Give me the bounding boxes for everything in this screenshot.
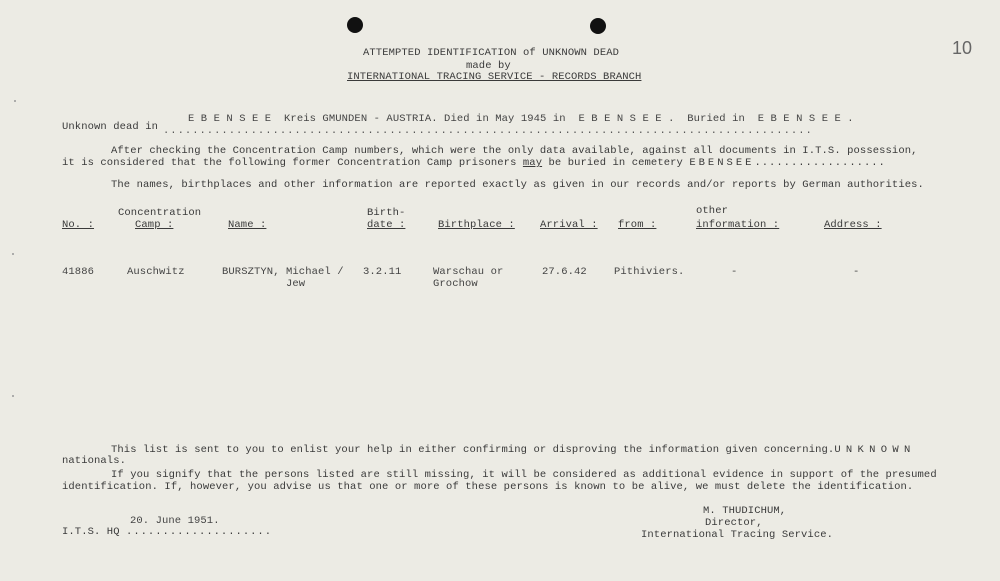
row-birthplace-line2: Grochow: [433, 278, 478, 290]
row-address: -: [853, 266, 860, 278]
header-arrival: Arrival :: [540, 219, 598, 231]
header-birth-top: Birth-: [367, 207, 406, 219]
punch-hole-left: [347, 17, 363, 33]
names-note: The names, birthplaces and other information are reported exactly as given in our records and/or reports by German authorities.: [111, 179, 924, 191]
row-no: 41886: [62, 266, 95, 278]
row-birthdate: 3.2.11: [363, 266, 402, 278]
row-name-line2: Jew: [286, 278, 306, 290]
row-name-line1: BURSZTYN, Michael /: [222, 266, 344, 278]
header-camp: Camp :: [135, 219, 174, 231]
hq-line: I.T.S. HQ ....................: [62, 526, 273, 538]
signatory-org: International Tracing Service.: [641, 529, 834, 541]
made-by-text: made by: [466, 60, 511, 72]
checking-line-2: it is considered that the following former Concentration Camp prisoners may be buried in cemetery EBENSEE..................: [62, 157, 886, 169]
signify-line-1: If you signify that the persons listed are still missing, it will be considered as additional evidence in support of the presumed: [111, 469, 937, 481]
document-date: 20. June 1951.: [130, 515, 220, 527]
unknown-dead-label: Unknown dead in: [62, 121, 159, 133]
punch-hole-right: [590, 18, 606, 34]
header-from: from :: [618, 219, 657, 231]
header-birthdate: date :: [367, 219, 406, 231]
page-number: 10: [952, 38, 973, 58]
row-other: -: [731, 266, 738, 278]
list-sent-line-2: nationals.: [62, 455, 127, 467]
signatory-title: Director,: [705, 517, 763, 529]
row-arrival: 27.6.42: [542, 266, 587, 278]
cemetery-name: EBENSEE: [689, 157, 755, 169]
signify-line-2: identification. If, however, you advise us that one or more of these persons is known to be alive, we must delete the identification.: [62, 481, 914, 493]
document-title: ATTEMPTED IDENTIFICATION of UNKNOWN DEAD: [363, 47, 620, 59]
header-name: Name :: [228, 219, 267, 231]
row-from: Pithiviers.: [614, 266, 685, 278]
header-other-top: other: [696, 205, 729, 217]
signatory-name: M. THUDICHUM,: [703, 505, 787, 517]
list-nationality: U N K N O W N: [834, 444, 910, 456]
checking-line-1: After checking the Concentration Camp numbers, which were the only data available, against all documents in I.T.S. possession,: [111, 145, 918, 157]
header-birthplace: Birthplace :: [438, 219, 515, 231]
row-camp: Auschwitz: [127, 266, 185, 278]
header-address: Address :: [824, 219, 882, 231]
organization-header: INTERNATIONAL TRACING SERVICE - RECORDS BRANCH: [347, 71, 642, 83]
header-no: No. :: [62, 219, 95, 231]
header-other: information :: [696, 219, 780, 231]
row-birthplace-line1: Warschau or: [433, 266, 504, 278]
list-sent-line-1: This list is sent to you to enlist your help in either confirming or disproving the information given concerning.U N K N O W N: [111, 444, 910, 456]
unknown-dead-value: E B E N S E E Kreis GMUNDEN - AUSTRIA. Died in May 1945 in E B E N S E E . Buried in E B E N S E E .: [188, 113, 854, 125]
unknown-dead-dots: .........................................................................................: [163, 125, 813, 137]
header-camp-top: Concentration: [118, 207, 202, 219]
